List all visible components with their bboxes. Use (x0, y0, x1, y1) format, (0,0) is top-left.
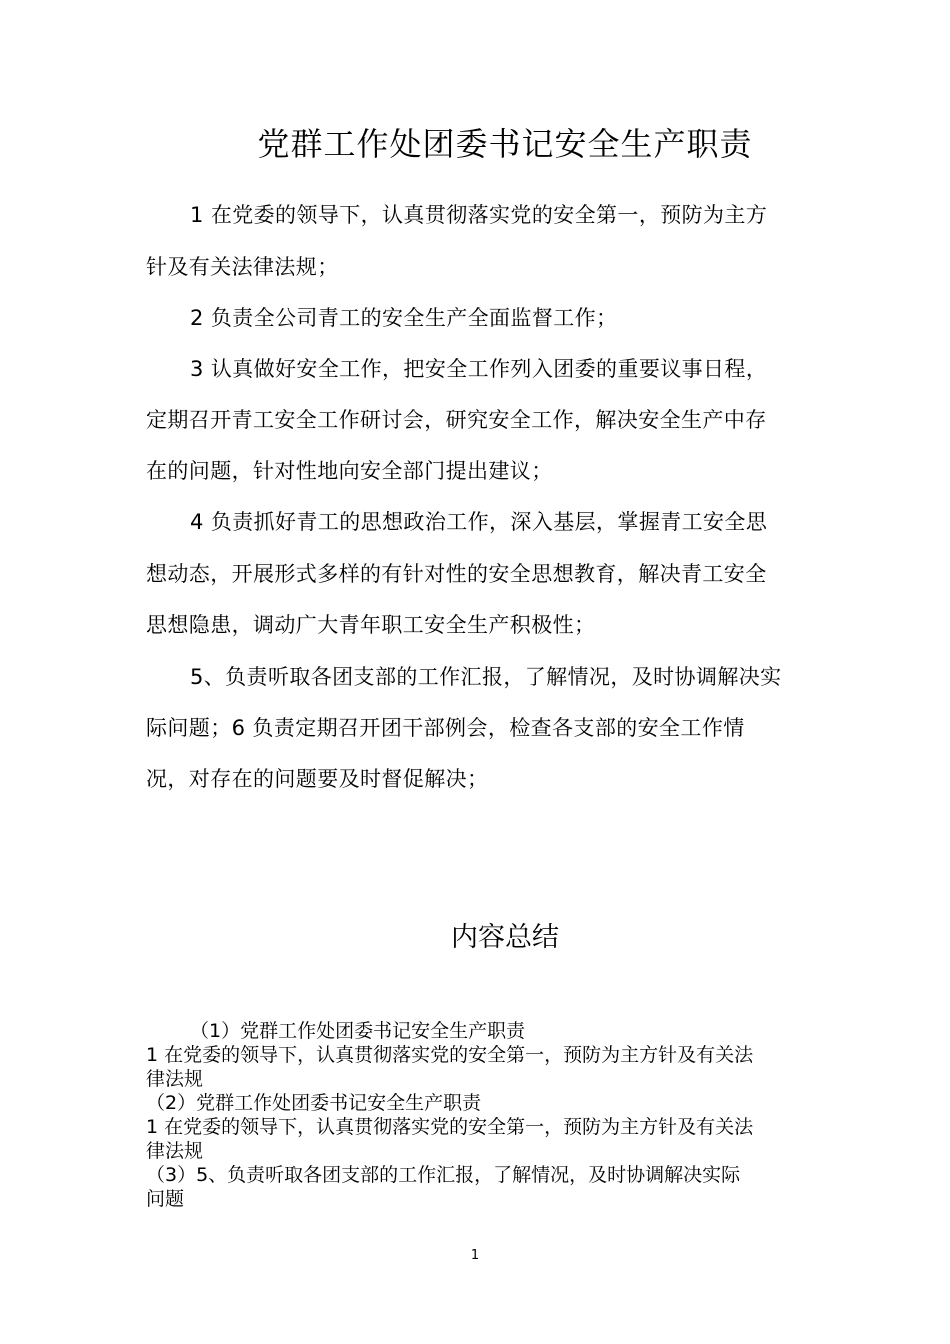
body-line: 思想隐患，调动广大青年职工安全生产积极性； (146, 613, 596, 637)
body-line: 1 在党委的领导下，认真贯彻落实党的安全第一，预防为主方 (190, 203, 768, 227)
body-line: 5、负责听取各团支部的工作汇报，了解情况，及时协调解决实 (190, 665, 782, 689)
body-line: 3 认真做好安全工作，把安全工作列入团委的重要议事日程， (190, 357, 768, 381)
body-line: 定期召开青工安全工作研讨会，研究安全工作，解决安全生产中存 (146, 408, 767, 432)
body-line: 2 负责全公司青工的安全生产全面监督工作； (190, 306, 618, 330)
summary-title: 内容总结 (451, 922, 559, 953)
summary-line: （1）党群工作处团委书记安全生产职责 (190, 1020, 526, 1042)
summary-line: 1 在党委的领导下，认真贯彻落实党的安全第一，预防为主方针及有关法 (146, 1044, 754, 1066)
summary-line: 律法规 (146, 1140, 204, 1162)
summary-line: （3）5、负责听取各团支部的工作汇报，了解情况，及时协调解决实际 (146, 1164, 741, 1186)
body-line: 在的问题，针对性地向安全部门提出建议； (146, 459, 553, 483)
page-number: 1 (470, 1248, 480, 1263)
body-line: 4 负责抓好青工的思想政治工作，深入基层，掌握青工安全思 (190, 510, 768, 534)
body-line: 想动态，开展形式多样的有针对性的安全思想教育，解决青工安全 (146, 562, 767, 586)
body-line: 际问题；6 负责定期召开团干部例会，检查各支部的安全工作情 (146, 716, 745, 740)
body-line: 况，对存在的问题要及时督促解决； (146, 767, 489, 791)
document-title: 党群工作处团委书记安全生产职责 (257, 125, 753, 163)
summary-line: （2）党群工作处团委书记安全生产职责 (146, 1092, 482, 1114)
summary-line: 问题 (146, 1188, 185, 1210)
body-line: 针及有关法律法规； (146, 255, 339, 279)
summary-line: 1 在党委的领导下，认真贯彻落实党的安全第一，预防为主方针及有关法 (146, 1116, 754, 1138)
summary-line: 律法规 (146, 1068, 204, 1090)
